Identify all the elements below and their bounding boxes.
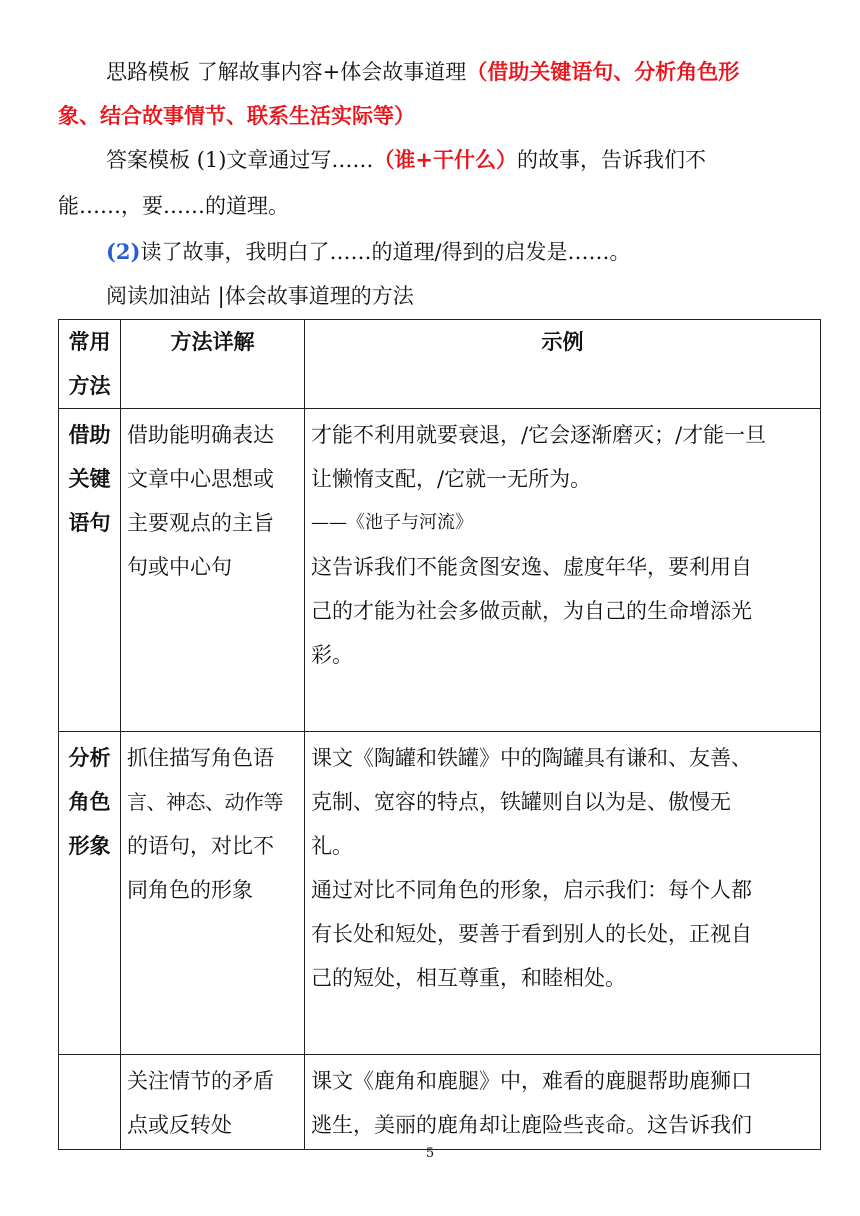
answer-template-tail: 的故事，告诉我们不 [517,148,707,172]
row2-detail-line: 言、神态、动作等 [127,790,283,814]
row2-example-line: 课文《陶罐和铁罐》中的陶罐具有谦和、友善、 [311,746,752,770]
row2-method-line: 角色 [68,790,111,814]
row1-detail-line: 主要观点的主旨 [127,511,274,535]
row1-method-line: 关键 [68,467,111,491]
row2-detail [121,732,305,1055]
row1-example-line: 己的才能为社会多做贡献，为自己的生命增添光 [311,599,752,623]
template-line-1 [106,48,739,96]
row2-detail-line: 抓住描写角色语 [127,746,274,770]
row1-detail [121,409,305,732]
row1-example-line: 彩。 [311,643,353,667]
row2-method-line: 形象 [68,834,111,858]
page-number: 5 [425,1146,435,1161]
row3-detail [121,1055,305,1150]
row2-example-line: 克制、宽容的特点，铁罐则自以为是、傲慢无 [311,790,731,814]
table-row [59,1055,821,1150]
reading-station-title: 阅读加油站 |体会故事道理的方法 [106,284,414,308]
row1-method-line: 借助 [68,423,111,447]
answer-template-2: 读了故事，我明白了……的道理/得到的启发是……。 [140,240,631,264]
row2-example-line: 通过对比不同角色的形象，启示我们：每个人都 [311,878,752,902]
row3-example-line: 逃生，美丽的鹿角却让鹿险些丧命。这告诉我们 [311,1113,752,1137]
row2-example-line: 己的短处，相互尊重，和睦相处。 [311,966,626,990]
row1-example [305,409,821,732]
row2-method-line: 分析 [68,746,111,770]
answer-template-cont: 能……，要……的道理。 [58,194,289,218]
row1-detail-line: 文章中心思想或 [127,467,274,491]
row3-detail-line: 点或反转处 [127,1113,232,1137]
row1-method-line: 语句 [68,511,111,535]
thinking-template-label: 思路模板 [106,60,190,84]
row1-example-line: 才能不利用就要衰退，/它会逐渐磨灭；/才能一旦 [311,423,767,447]
template-line-2 [58,92,415,140]
row3-detail-line: 关注情节的矛盾 [127,1069,274,1093]
header-method-line2: 方法 [68,374,111,398]
header-detail: 方法详解 [121,320,305,409]
row3-example-line: 课文《鹿角和鹿腿》中，难看的鹿腿帮助鹿狮口 [311,1069,752,1093]
row1-detail-line: 借助能明确表达 [127,423,274,447]
methods-table [58,319,821,1150]
thinking-template-hint-cont: 象、结合故事情节、联系生活实际等） [58,104,415,128]
table-row [59,409,821,732]
thinking-template-hint: （借助关键语句、分析角色形 [466,60,740,84]
table-row [59,732,821,1055]
header-method-line1: 常用 [68,330,111,354]
row2-example-line: 有长处和短处，要善于看到别人的长处，正视自 [311,922,752,946]
row1-method [59,409,121,732]
row3-example [305,1055,821,1150]
row1-example-line: 让懒惰支配，/它就一无所为。 [311,467,592,491]
answer-template-hint: （谁+干什么） [373,148,518,172]
table-header-row [59,320,821,409]
row2-detail-line: 同角色的形象 [127,878,253,902]
row1-example-line: 这告诉我们不能贪图安逸、虚度年华，要利用自 [311,555,752,579]
answer-template-label: 答案模板 [106,148,190,172]
row2-method [59,732,121,1055]
row3-method [59,1055,121,1150]
reading-station-heading [106,272,414,320]
row2-example [305,732,821,1055]
answer-line-3 [106,228,631,276]
answer-line-1 [106,136,706,184]
row2-detail-line: 的语句，对比不 [127,834,274,858]
header-method [59,320,121,409]
answer-number-2: (2) [106,239,141,264]
row2-example-line: 礼。 [311,834,353,858]
answer-line-2 [58,182,289,230]
header-example: 示例 [305,320,821,409]
row1-detail-line: 句或中心句 [127,555,232,579]
thinking-template-text: 了解故事内容+体会故事道理 [196,60,467,84]
row1-example-source: ——《池子与河流》 [311,512,473,533]
answer-template-text: (1)文章通过写…… [196,148,374,172]
